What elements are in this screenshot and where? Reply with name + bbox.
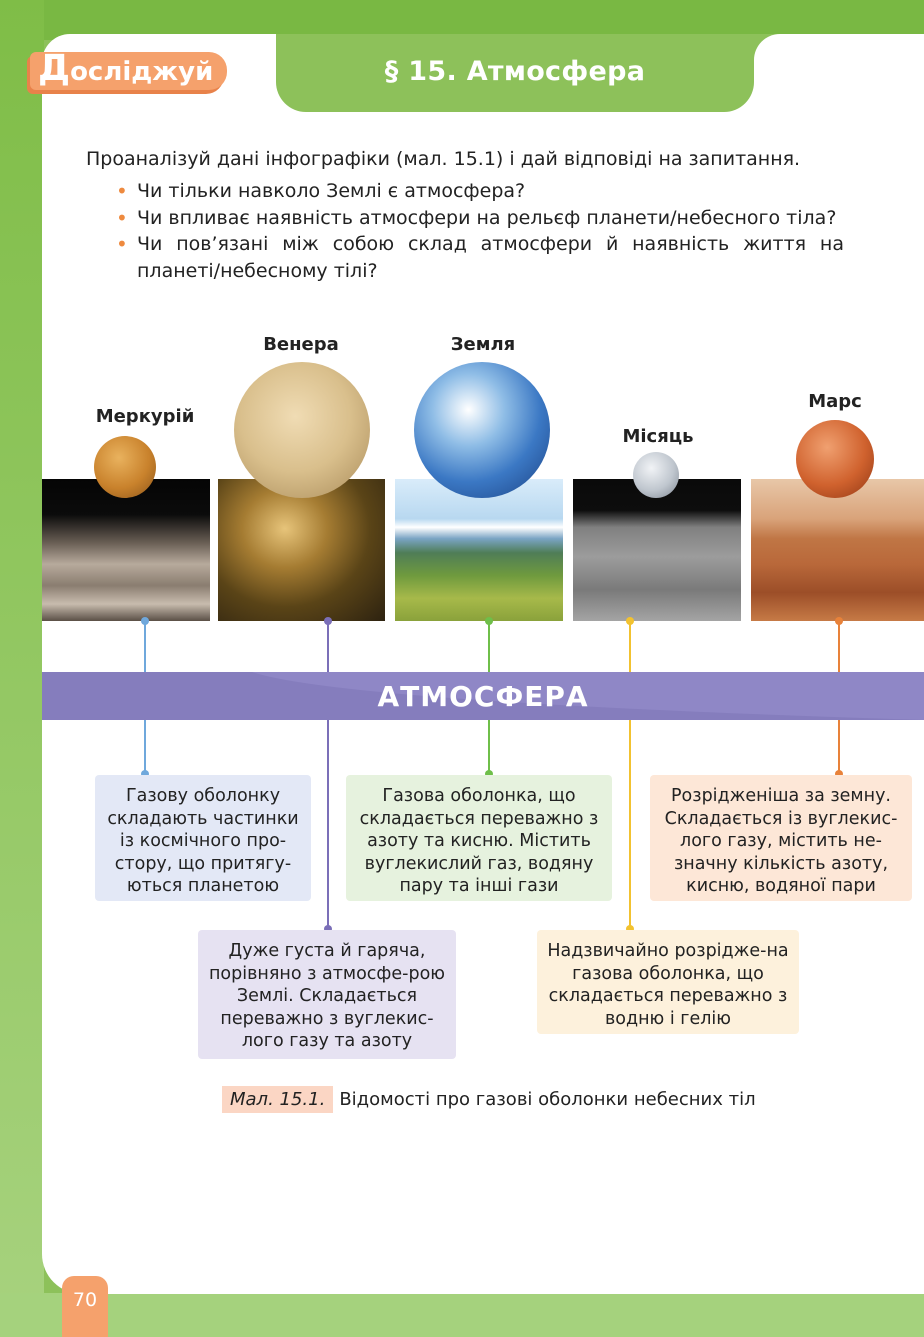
venus-planet-icon — [234, 362, 370, 498]
question-item: • Чи тільки навколо Землі є атмосфера? — [116, 178, 844, 205]
earth-surface-image — [395, 479, 563, 621]
label-mars: Марс — [808, 391, 862, 412]
moon-surface-image — [573, 479, 741, 621]
figure-caption-text: Відомості про газові оболонки небесних тіл — [339, 1089, 756, 1110]
question-item: • Чи впливає наявність атмосфери на рельєф планети/небесного тіла? — [116, 205, 844, 232]
mercury-surface-image — [42, 479, 210, 621]
venus-connector-line — [327, 621, 329, 929]
page-title: § 15. Атмосфера — [384, 56, 646, 87]
mercury-planet-icon — [94, 436, 156, 498]
moon-info-card: Надзвичайно розрідже-на газова оболонка, що складається переважно з водню і гелію — [537, 930, 799, 1034]
mercury-info-card: Газову оболонку складають частинки із космічного про-стору, що притягу-ються планетою — [95, 775, 311, 901]
label-moon: Місяць — [622, 426, 694, 447]
question-list — [116, 178, 844, 284]
intro-text: Проаналізуй дані інфографіки (мал. 15.1) і дай відповіді на запитання. — [86, 148, 801, 170]
badge-rest: осліджуй — [70, 57, 214, 87]
moon-connector-line — [629, 621, 631, 929]
mars-info-card: Розрідженіша за земну. Складається із вуглекис-лого газу, містить не-значну кількість азоту, кисню, водяної пари — [650, 775, 912, 901]
earth-connector-dot — [485, 617, 493, 625]
header-right-corner-inner — [754, 34, 924, 94]
earth-planet-icon — [414, 362, 550, 498]
section-badge — [30, 48, 227, 90]
venus-connector-dot — [324, 617, 332, 625]
atmosphere-band-title: АТМОСФЕРА — [377, 680, 589, 713]
mercury-connector-dot — [141, 617, 149, 625]
label-venus: Венера — [263, 334, 339, 355]
label-mercury: Меркурій — [95, 406, 195, 427]
bottom-band — [0, 1293, 924, 1337]
badge-first-letter: Д — [38, 48, 71, 89]
left-sidebar — [0, 0, 44, 1337]
earth-info-card: Газова оболонка, що складається переважно з азоту та кисню. Містить вуглекислий газ, водяну пару та інші гази — [346, 775, 612, 901]
figure-caption — [222, 1089, 756, 1110]
label-earth: Земля — [450, 334, 516, 355]
mars-planet-icon — [796, 420, 874, 498]
moon-planet-icon — [633, 452, 679, 498]
moon-connector-dot — [626, 617, 634, 625]
venus-info-card: Дуже густа й гаряча, порівняно з атмосфе-рою Землі. Складається переважно з вуглекис-лого газу та азоту — [198, 930, 456, 1059]
figure-number: Мал. 15.1. — [222, 1086, 333, 1113]
mars-connector-dot — [835, 617, 843, 625]
venus-surface-image — [218, 479, 385, 621]
page-number: 70 — [62, 1276, 108, 1337]
mars-surface-image — [751, 479, 924, 621]
question-item: • Чи пов’язані між собою склад атмосфери й наявність життя на планеті/небесному тілі? — [116, 231, 844, 284]
